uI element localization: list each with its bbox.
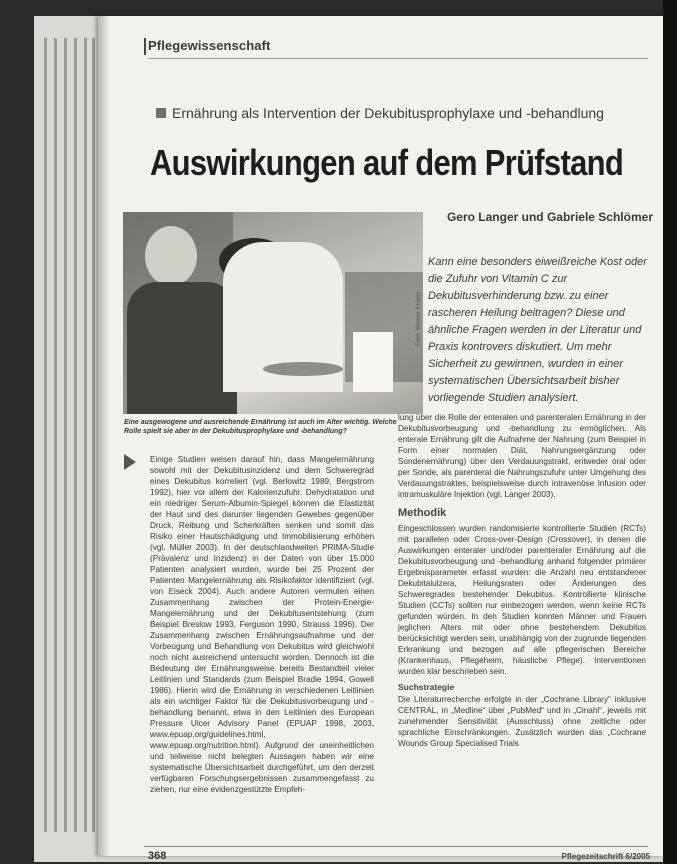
- authors: Gero Langer und Gabriele Schlömer: [446, 210, 653, 224]
- square-bullet-icon: [156, 108, 166, 118]
- body-paragraph: Einige Studien weisen darauf hin, dass Mangelernährung sowohl mit der Dekubitusinzidenz und dem Schweregrad eines Dekubitus korreliert (vgl. Berlowitz 1989, Bergstrom 1992), hier vor allem der Kalorienzufuhr. Dehydratation und ein niedriger Serum-Albumin-Spiegel können die Elastizität der Haut und des darunter liegenden Gewebes gegenüber Druck, Reibung und Scherkräften senken und somit das Risiko einer Hautschädigung und Immobilisierung erhöhen (vgl. Müller 2003). In der deutschlandweiten PRIMA-Studie (Prävalenz und Inzidenz) in der Daten von über 15.000 Patienten analysiert wurden, wurde bei 25 Prozent der Patienten Mangelernährung als Risikofaktor identifiziert (vgl. von Eiseck 2004). Auch andere Autoren vermuten einen Zusammenhang zwischen der Protein-Energie-Mangelernährung und der Dekubitusentstehung (zum Beispiel Breslow 1993, Ferguson 1990, Strauss 1996). Der Zusammenhang zwischen Ernährungsaufnahme und der Vorbeugung und Behandlung von Dekubitus wird gleichwohl noch nicht ausreichend untersucht worden. Dennoch ist die Bedeutung der Ernährungsweise bereits Bestandteil vieler Leitlinien und Standards (zum Beispiel Bradie 1994, Gowell 1986). Hierin wird die Ernährung in verschiedenen Leitlinien als ein wichtiger Faktor für die Dekubitusvorbeugung und -behandlung benannt, etwa in den Leitlinien des European Pressure Ulcer Advisory Panel (EPUAP 1998, 2003, www.epuap.org/guidelines.html, www.epuap.org/nutrition.html). Aufgrund der uneinheitlichen und teilweise nicht belegten Aussagen haben wir eine systematische Übersichtsarbeit durchgeführt, um den derzeit verfügbaren Forschungsergebnissen zusammengefasst zu ziehen, nur eine evidenzgestützte Empfeh-: [150, 455, 374, 794]
- section-label: Pflegewissenschaft: [148, 38, 271, 53]
- article-photo: [123, 212, 423, 414]
- subheading-suchstrategie: Suchstrategie: [398, 682, 455, 692]
- page-number: 368: [148, 850, 167, 862]
- page-edge: [92, 38, 95, 832]
- page-edge: [44, 38, 47, 832]
- magazine-page: [98, 16, 664, 862]
- lead-paragraph: Kann eine besonders eiweißreiche Kost oder die Zufuhr von Vitamin C zur Dekubitusverhinderung bzw. zu einer rascheren Heilung beitragen? Diese und ähnliche Fragen werden in der Literatur und Praxis kontrovers diskutiert. Um mehr Sicherheit zu gewinnen, wurden in einer systematischen Übersichtsarbeit bisher vorliegende Studien analysiert.: [428, 256, 647, 404]
- footer-rule: [144, 846, 648, 847]
- play-triangle-icon: [124, 454, 136, 470]
- body-column-right: [398, 412, 646, 749]
- body-paragraph: Die Literaturrecherche erfolgte in der „Cochrane Library“ inklusive CENTRAL, in „Medline“ über „PubMed“ und in „Cinahl“, jeweils mit zunehmender Sensitivität (Ausschluss) ohne zeitliche oder sprachliche Einschränkungen. Zusätzlich wurden das „Cochrane Wounds Group Specialised Trials: [398, 695, 646, 748]
- headline: Auswirkungen auf dem Prüfstand: [150, 142, 624, 183]
- kicker-text: Ernährung als Intervention der Dekubitusprophylaxe und -behandlung: [172, 105, 604, 121]
- section-marker: [144, 38, 146, 55]
- header-rule: [148, 58, 648, 59]
- page-edge: [74, 38, 77, 832]
- scan-border: [663, 0, 677, 864]
- body-paragraph: lung über die Rolle der enteralen und parenteralen Ernährung in der Dekubitusvorbeugung und -behandlung zu ermöglichen. Als enterale Ernährung gilt die Aufnahme der Nahrung (zum Beispiel in Form einer normalen Diät, Nahrungsergänzung oder Sondenernährung) über den Verdauungstrakt, entweder oral oder per Sonde, als parenteral die Nahrungszufuhr unter Umgehung des Verdauungstraktes, beispielsweise durch intravenöse Infusion oder intramuskuläre Injektion (vgl. Langer 2003).: [398, 413, 646, 499]
- page-edge: [84, 38, 87, 832]
- photo-caption: Eine ausgewogene und ausreichende Ernährung ist auch im Alter wichtig. Welche Rolle spielt sie aber in der Dekubitusprophylaxe und -behandlung?: [124, 419, 397, 435]
- subheading-methodik: Methodik: [398, 507, 447, 519]
- body-paragraph: Eingeschlossen wurden randomisierte kontrollierte Studien (RCTs) mit parallelen oder Cross-over-Design (Crossover), in denen die Auswirkungen enteraler und/oder parenteraler Ernährung auf die Dekubitusvorbeugung und -behandlung anhand folgender primärer Ergebnisparameter erfasst wurden: die Anzahl neu entstandener Dekubitalulzera, Heilungsraten oder Änderungen des Schweregrades bestehender Dekubitus. Kontrollierte klinische Studien (CCTs) sollten nur einbezogen werden, wenn keine RCTs gefunden würden. In den Studien konnten Männer und Frauen jeglichen Alters mit oder ohne bestehendem Dekubitus berücksichtigt werden sein, unabhängig von der zugrunde liegenden Erkrankung und bezogen auf alle pflegerischen Bereiche (Krankenhaus, Pflegeheim, häusliche Pflege). Interventionen wurden klar beschrieben sein.: [398, 524, 646, 676]
- kicker: [156, 105, 656, 121]
- page-edge: [64, 38, 67, 832]
- photo-credit: Foto: Werner Krüper: [416, 291, 422, 346]
- body-column-left: [150, 454, 374, 795]
- page-edge: [54, 38, 57, 832]
- journal-reference: Pflegezeitschrift 6/2005: [561, 852, 650, 861]
